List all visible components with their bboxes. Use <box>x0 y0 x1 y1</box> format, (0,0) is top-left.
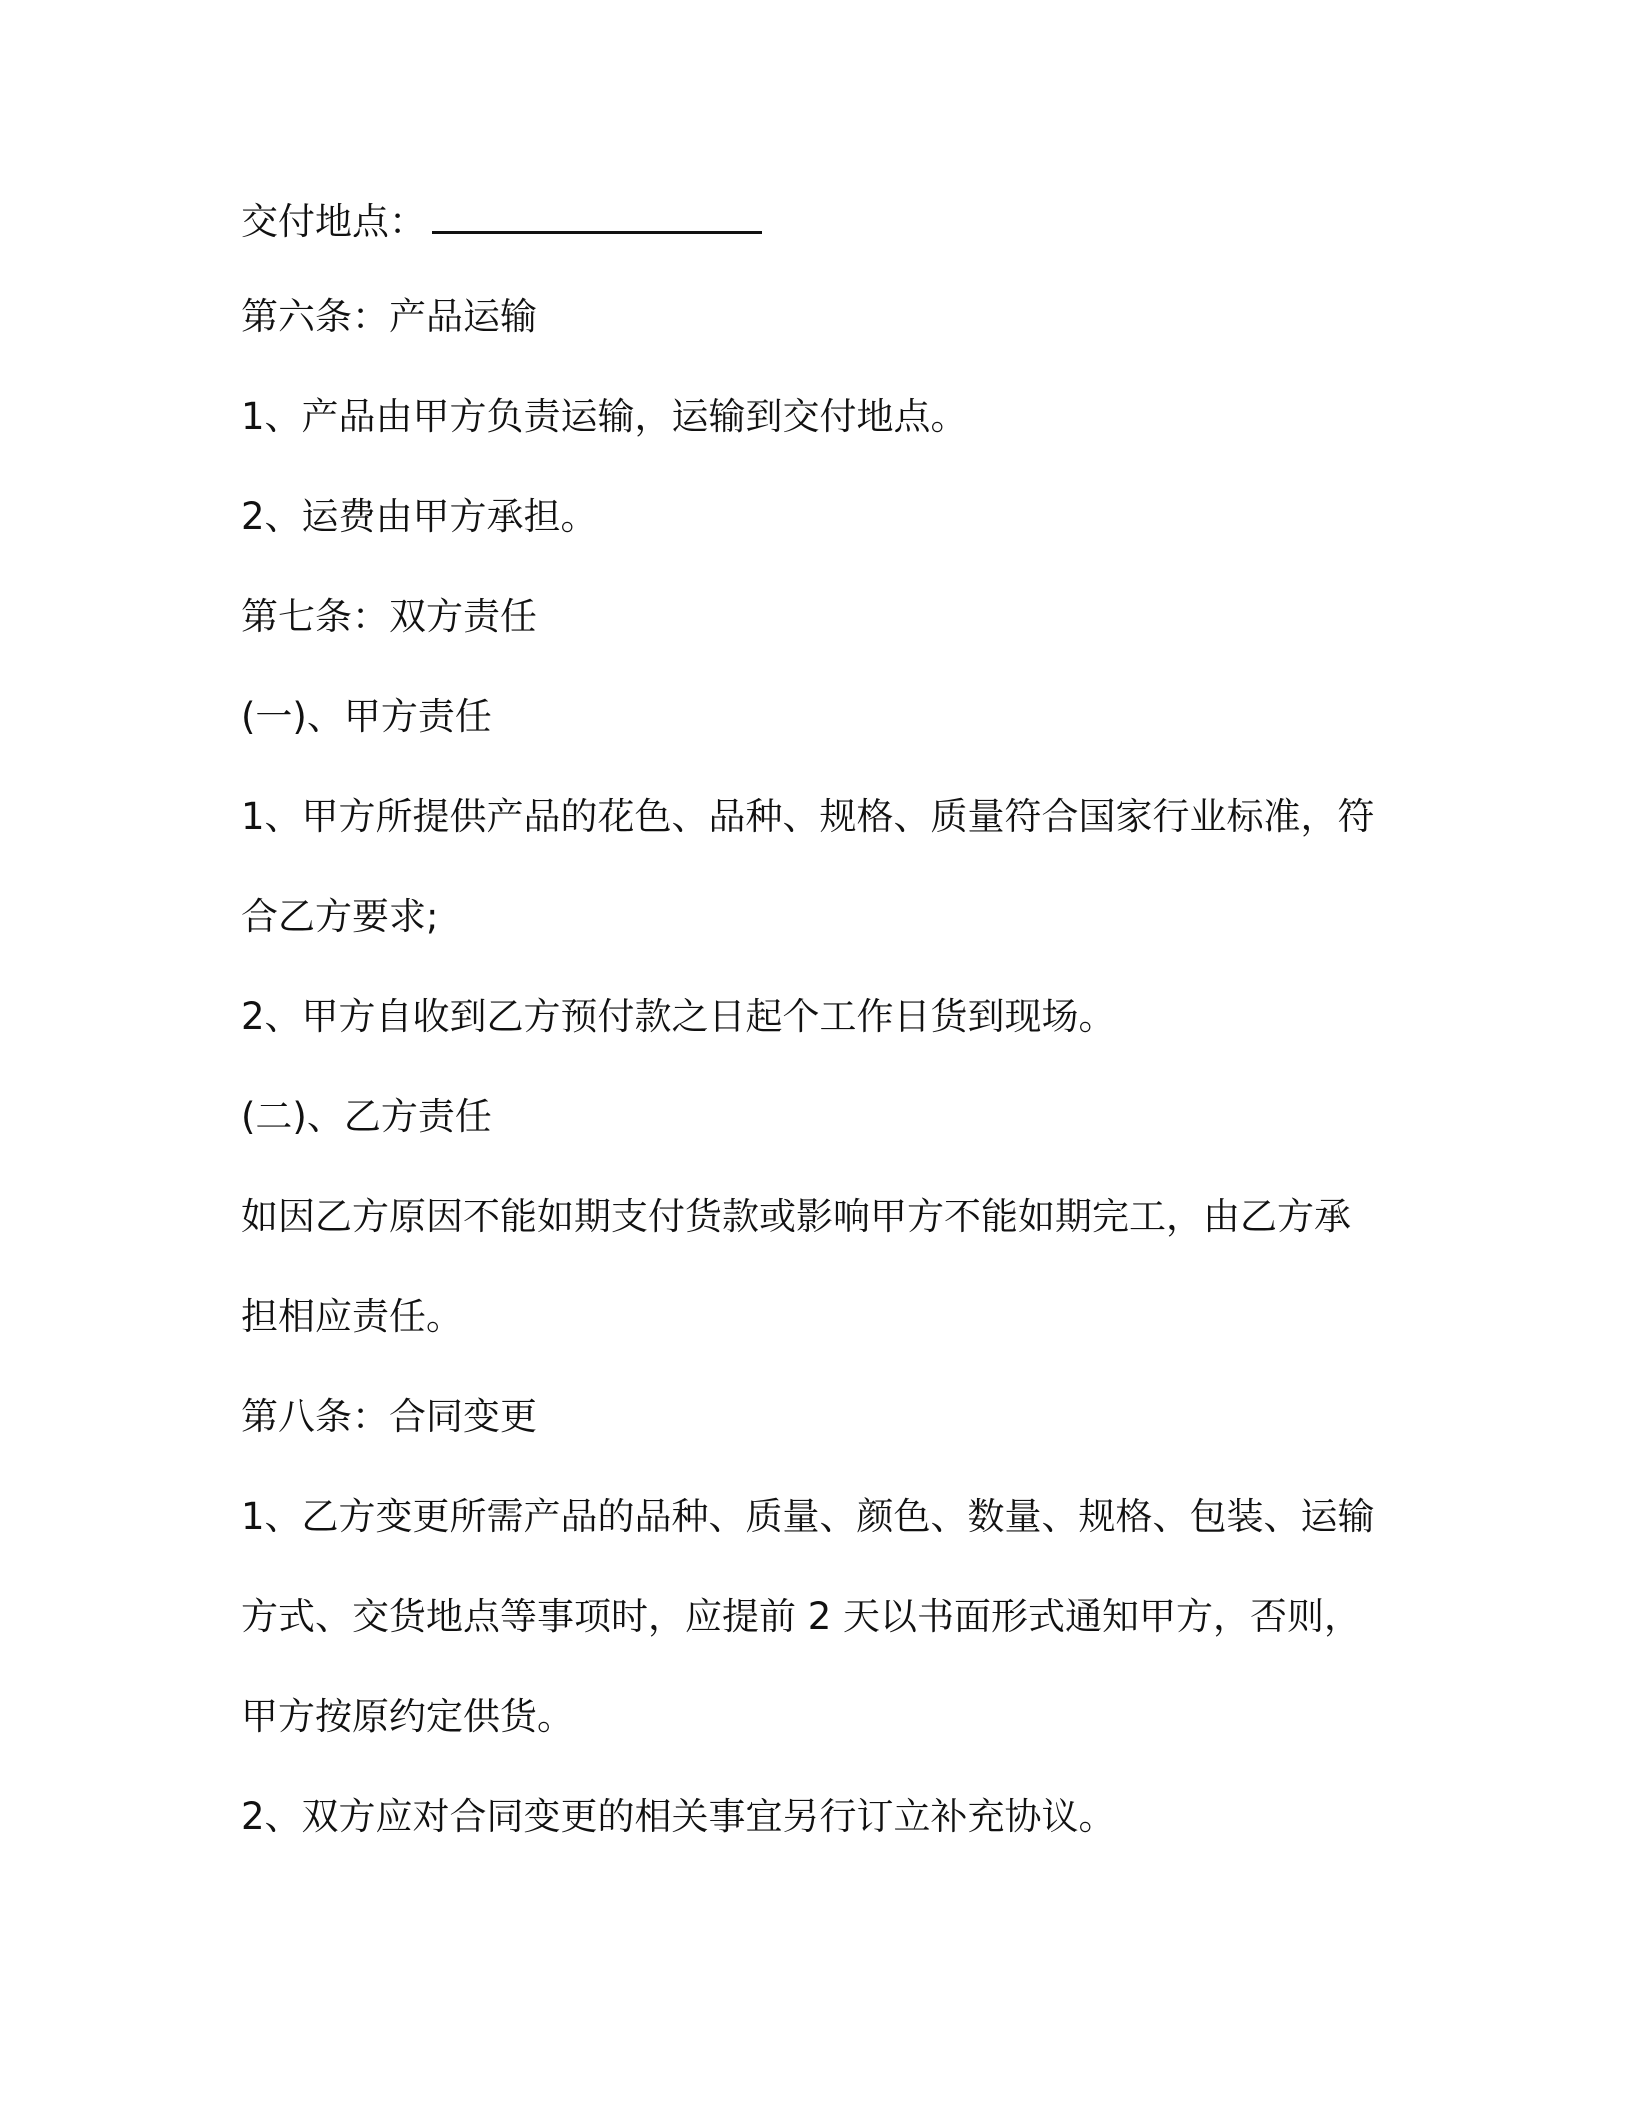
article-6-heading: 第六条：产品运输 <box>241 295 537 338</box>
article-8-heading: 第八条：合同变更 <box>241 1395 537 1438</box>
article-7-heading: 第七条：双方责任 <box>241 595 537 638</box>
article-8-clause-1-line-1: 1、乙方变更所需产品的品种、质量、颜色、数量、规格、包装、运输 <box>241 1495 1375 1538</box>
party-a-responsibility-heading: (一)、甲方责任 <box>241 695 492 738</box>
article-8-clause-1-line-3: 甲方按原约定供货。 <box>241 1695 574 1738</box>
delivery-location-blank-field[interactable] <box>432 201 762 234</box>
delivery-location-label: 交付地点： <box>241 200 426 243</box>
party-b-clause-line-1: 如因乙方原因不能如期支付货款或影响甲方不能如期完工，由乙方承 <box>241 1195 1351 1238</box>
article-6-clause-2: 2、运费由甲方承担。 <box>241 495 598 538</box>
article-8-clause-2: 2、双方应对合同变更的相关事宜另行订立补充协议。 <box>241 1795 1116 1838</box>
party-a-clause-2: 2、甲方自收到乙方预付款之日起个工作日货到现场。 <box>241 995 1116 1038</box>
article-6-clause-1: 1、产品由甲方负责运输，运输到交付地点。 <box>241 395 968 438</box>
party-a-clause-1-line-1: 1、甲方所提供产品的花色、品种、规格、质量符合国家行业标准，符 <box>241 795 1375 838</box>
party-b-clause-line-2: 担相应责任。 <box>241 1295 463 1338</box>
article-8-clause-1-line-2: 方式、交货地点等事项时，应提前 2 天以书面形式通知甲方，否则， <box>241 1595 1362 1638</box>
delivery-location-line <box>241 200 762 244</box>
party-a-clause-1-line-2: 合乙方要求; <box>241 895 439 938</box>
party-b-responsibility-heading: (二)、乙方责任 <box>241 1095 492 1138</box>
